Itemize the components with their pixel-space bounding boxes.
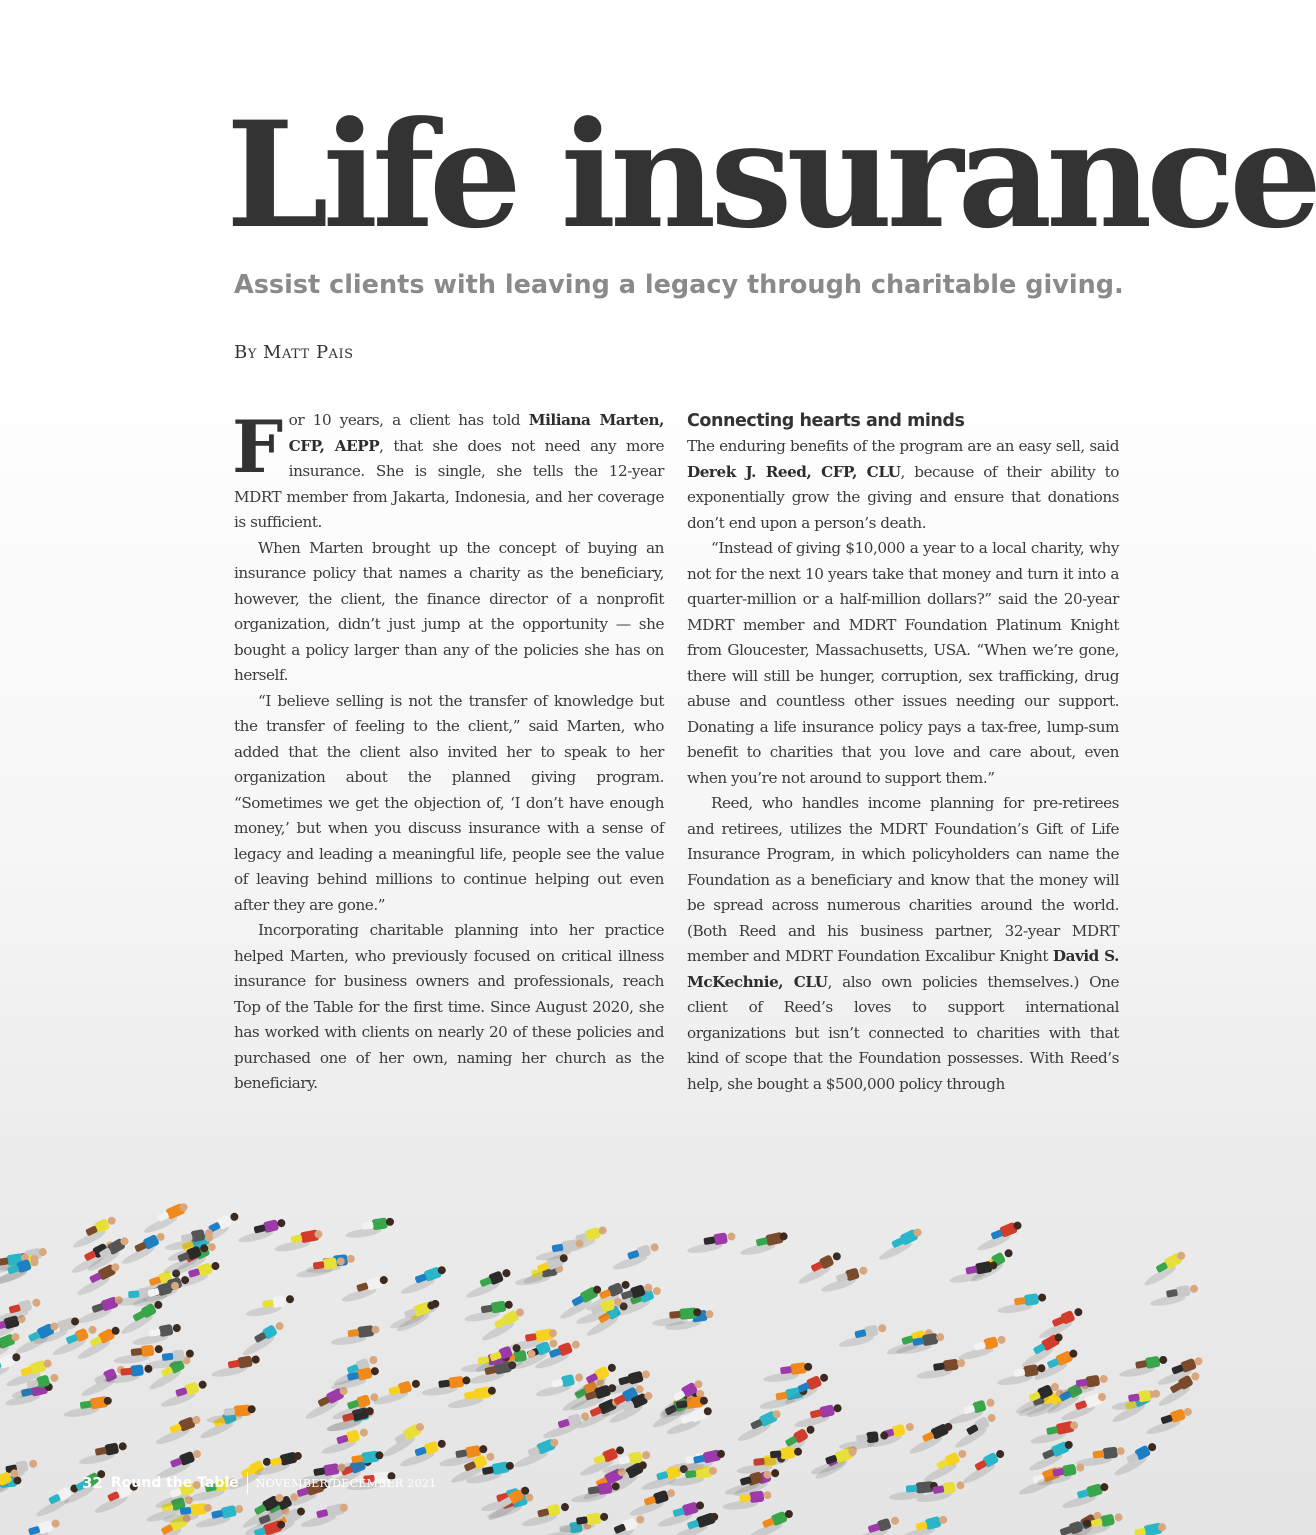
paragraph: When Marten brought up the concept of buying an insurance policy that names a charity as the beneficiary, however, the client, the finance director of a nonprofit organization, didn’t just jump at the opportunity — she bought a policy larger than any of the policies she has on herself. bbox=[234, 538, 664, 684]
figure bbox=[1139, 1249, 1190, 1288]
figure bbox=[1059, 1481, 1111, 1510]
figure bbox=[915, 1358, 967, 1381]
figure bbox=[77, 1441, 129, 1467]
page-number: 32 bbox=[82, 1474, 103, 1492]
figure bbox=[685, 1231, 737, 1255]
figure bbox=[329, 1324, 381, 1346]
figure bbox=[956, 1334, 1008, 1362]
figure bbox=[1117, 1354, 1169, 1379]
left-column bbox=[232, 404, 664, 1097]
person-name-marten: Miliana Marten, CFP, AEPP bbox=[288, 411, 664, 455]
figure bbox=[370, 1378, 422, 1407]
person-name-reed: Derek J. Reed, CFP, CLU bbox=[687, 462, 901, 481]
paragraph bbox=[687, 791, 1119, 1097]
headline: Life insurance bbox=[226, 90, 1316, 261]
figure bbox=[558, 1511, 610, 1534]
figure bbox=[510, 1437, 562, 1470]
figure bbox=[897, 1514, 949, 1535]
text-run: , also own policies themselves.) One client of Reed’s loves to support international organizations but isn’t connected to charities with that kind of scope that the Foundation possesses. With Reed’s help, she bought a $500,000 policy through bbox=[687, 972, 1120, 1093]
figure bbox=[919, 1448, 971, 1484]
text-run: , because of their ability to exponentially grow the giving and ensure that donations don’t end upon a person’s death. bbox=[687, 462, 1119, 532]
figure bbox=[733, 1408, 785, 1444]
figure bbox=[74, 1294, 126, 1326]
right-column bbox=[687, 408, 1119, 1097]
figure bbox=[235, 1217, 287, 1244]
person-name-mckechnie: David S. McKechnie, CLU bbox=[687, 947, 1119, 991]
figure bbox=[609, 1241, 661, 1272]
section-subhead: Connecting hearts and minds bbox=[687, 411, 965, 431]
text-run: The enduring benefits of the program are an easy sell, said bbox=[687, 437, 1119, 455]
figure bbox=[152, 1414, 204, 1447]
figure bbox=[738, 1231, 790, 1258]
paragraph-intro bbox=[232, 404, 664, 536]
figure bbox=[210, 1354, 262, 1379]
figure bbox=[752, 1446, 803, 1467]
figure bbox=[850, 1515, 902, 1535]
figure bbox=[996, 1292, 1048, 1315]
paragraph: Incorporating charitable planning into her practice helped Marten, who previously focused on critical illness insurance for business owners and professionals, reach Top of the Table for the first time. Since August 2020, she has worked with clients on nearly 20 of these policies and purchased one of her own, naming her church as the beneficiary. bbox=[234, 921, 664, 1092]
figure bbox=[117, 1231, 169, 1267]
figure bbox=[338, 1274, 390, 1304]
figure bbox=[792, 1402, 844, 1429]
footer-divider bbox=[247, 1472, 248, 1494]
figure bbox=[420, 1375, 472, 1397]
figure bbox=[272, 1228, 324, 1253]
page-footer bbox=[82, 1470, 436, 1496]
intro-text-a: or 10 years, a client has told bbox=[288, 411, 529, 429]
figure bbox=[318, 1427, 370, 1457]
figure bbox=[244, 1294, 296, 1319]
figure bbox=[1148, 1283, 1200, 1308]
figure bbox=[836, 1322, 888, 1349]
intro-text-c: , that she does not need any more insurance. She is single, she tells the 12-year MDRT member from Jakarta, Indonesia, and her coverage is sufficient. bbox=[234, 436, 664, 531]
deck-subtitle: Assist clients with leaving a legacy through charitable giving. bbox=[234, 270, 1124, 300]
figure bbox=[139, 1201, 191, 1235]
figure bbox=[626, 1487, 678, 1518]
issue-date: NOVEMBER/DECEMBER 2021 bbox=[255, 1476, 437, 1490]
figure bbox=[744, 1508, 796, 1535]
figure bbox=[237, 1320, 288, 1358]
figure bbox=[10, 1518, 62, 1535]
figure bbox=[344, 1216, 396, 1239]
text-run: Reed, who handles income planning for pre-retirees and retirees, utilizes the MDRT Foundation’s Gift of Life Insurance Program, in which policyholders can name the Foundation as a beneficiary and know that the money will be spread across numerous charities around the world. (Both Reed and his business partner, 32-year MDRT member and MDRT Foundation Excalibur Knight bbox=[687, 794, 1119, 965]
figure bbox=[298, 1502, 350, 1530]
figure bbox=[1116, 1521, 1168, 1535]
figure bbox=[397, 1264, 449, 1296]
figure bbox=[973, 1219, 1025, 1253]
figure bbox=[205, 1404, 256, 1424]
figure bbox=[62, 1395, 114, 1419]
figure bbox=[1143, 1406, 1195, 1437]
byline: By Matt Pais bbox=[234, 342, 354, 363]
figure bbox=[945, 1397, 997, 1427]
paragraph bbox=[687, 434, 1119, 536]
figure bbox=[1028, 1420, 1080, 1446]
figure bbox=[1109, 1441, 1161, 1478]
figure bbox=[762, 1361, 814, 1383]
magazine-name: Round the Table bbox=[110, 1475, 239, 1491]
drop-cap: F bbox=[232, 404, 283, 489]
paragraph: “I believe selling is not the transfer of knowledge but the transfer of feeling to the client,” said Marten, who added that the client also invited her to speak to her organization about the planned giving program. “Sometimes we get the objection of, ‘I don’t have enough money,’ but when you discuss insurance with a sense of legacy and leading a meaningful life, people see the value of leaving behind millions to continue helping out even after they are gone.” bbox=[234, 691, 664, 914]
paragraph: “Instead of giving $10,000 a year to a local charity, why not for the next 10 years take that money and turn it into a quarter-million or a half-million dollars?” said the 20-year MDRT member and MDRT Foundation Platinum Knight from Gloucester, Massachusetts, USA. “When we’re gone, there will still be hunger, corruption, sex trafficking, drug abuse and countless other issues needing our support. Donating a life insurance policy pays a tax-free, lump-sum benefit to charities that you love and care about, even when you’re not around to support them.” bbox=[687, 539, 1119, 787]
figure bbox=[519, 1501, 571, 1528]
figure bbox=[462, 1267, 514, 1300]
figure bbox=[874, 1226, 926, 1262]
